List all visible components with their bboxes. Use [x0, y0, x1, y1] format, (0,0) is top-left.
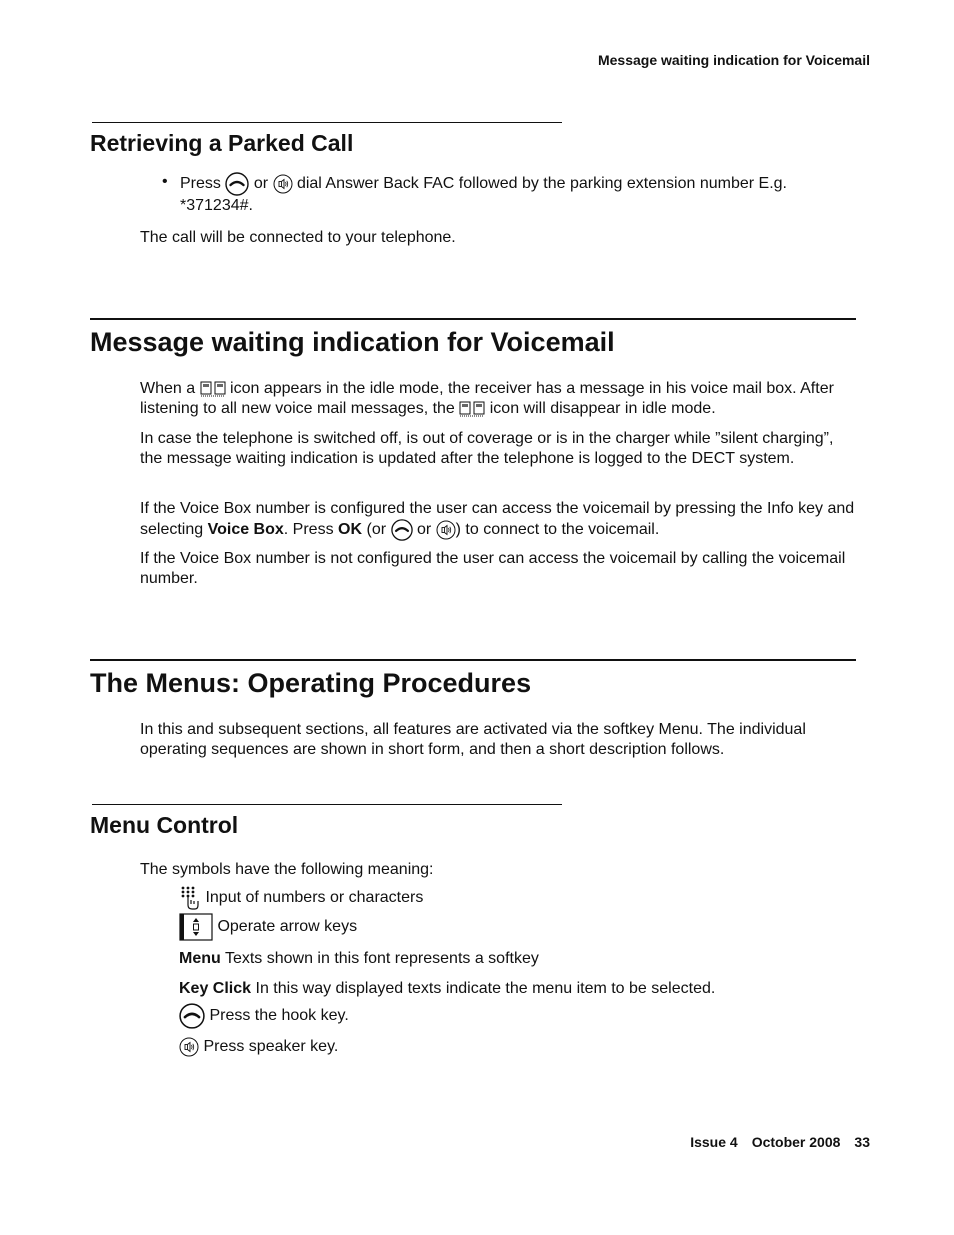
- hook-key-icon: [225, 172, 249, 196]
- parked-call-result: The call will be connected to your telephone.: [140, 229, 456, 246]
- section-rule: [92, 122, 562, 123]
- heading-retrieving-parked-call: Retrieving a Parked Call: [90, 130, 354, 156]
- section-rule: [92, 804, 562, 805]
- softkey-ok: OK: [338, 521, 363, 539]
- symbol-row-speaker-key: [179, 1037, 338, 1057]
- bullet-instruction-text: dial Answer Back FAC followed by the parking extension number E.g. *371234#.: [180, 175, 787, 214]
- section-rule: [90, 318, 856, 320]
- p3-text-c: (or: [366, 521, 387, 539]
- symbol-row-hook-key: [179, 1003, 349, 1029]
- p3-text-a: If the Voice Box number is configured the user can access the voicemail by pressing the Info key and selecting: [140, 500, 855, 539]
- heading-message-waiting: Message waiting indication for Voicemail: [90, 327, 615, 357]
- footer-date: October 2008: [751, 1134, 841, 1150]
- footer-issue: Issue 4: [690, 1134, 738, 1150]
- symbol-row-arrow-keys: [179, 913, 357, 941]
- speaker-key-icon: [179, 1037, 199, 1057]
- voicemail-paragraph-1: [140, 379, 860, 419]
- running-header: Message waiting indication for Voicemail: [597, 52, 870, 68]
- p1-text-b: icon appears in the idle mode, the receiver has a message in his voice mail box. After listening to all new voice mail messages, the: [140, 380, 834, 417]
- section-rule: [90, 659, 856, 661]
- heading-menu-control: Menu Control: [90, 812, 239, 838]
- p3-text-b: . Press: [283, 521, 334, 539]
- bullet-or-text: or: [253, 175, 269, 193]
- speaker-key-icon: [436, 520, 456, 540]
- symbol-row-key-click: [179, 979, 715, 999]
- bullet-press-text: Press: [180, 175, 221, 193]
- arrow-keys-icon: [179, 913, 213, 941]
- voicemail-paragraph-4: If the Voice Box number is not configured the user can access the voicemail by calling the voicemail number.: [140, 550, 846, 587]
- softkey-menu-label: Menu: [179, 950, 221, 967]
- symbol-row-keypad: [179, 885, 423, 911]
- keypad-icon: [179, 885, 201, 911]
- menu-control-intro: The symbols have the following meaning:: [140, 861, 434, 878]
- hook-key-icon: [179, 1003, 205, 1029]
- voicemail-icon: [200, 380, 226, 398]
- symbol-speaker-key-text: Press speaker key.: [203, 1038, 339, 1056]
- symbol-hook-key-text: Press the hook key.: [209, 1007, 349, 1025]
- softkey-voice-box: Voice Box: [207, 521, 284, 539]
- menus-paragraph: In this and subsequent sections, all features are activated via the softkey Menu. The individual operating sequences are shown in short form, and then a short description follows.: [140, 721, 806, 758]
- symbol-arrow-keys-text: Operate arrow keys: [217, 918, 358, 936]
- bullet-dot: •: [162, 173, 168, 190]
- p3-text-d: ) to connect to the voicemail.: [455, 521, 660, 539]
- p1-text-c: icon will disappear in idle mode.: [489, 400, 716, 417]
- page-number: 33: [854, 1134, 870, 1150]
- voicemail-icon: [459, 400, 485, 418]
- symbol-row-menu: [179, 949, 539, 969]
- menu-item-key-click-label: Key Click: [179, 980, 252, 997]
- symbol-key-click-text: In this way displayed texts indicate the menu item to be selected.: [255, 980, 716, 997]
- hook-key-icon: [391, 519, 413, 541]
- voicemail-paragraph-2: In case the telephone is switched off, is out of coverage or is in the charger while ”silent charging”, the message waiting indication is updated after the telephone is logged to the DECT system.: [140, 430, 834, 467]
- page-footer: [690, 1134, 870, 1150]
- p1-text-a: When a: [140, 380, 196, 397]
- symbol-menu-text: Texts shown in this font represents a softkey: [224, 950, 539, 967]
- voicemail-paragraph-3: [140, 499, 860, 541]
- symbol-keypad-text: Input of numbers or characters: [205, 889, 424, 907]
- speaker-key-icon: [273, 174, 293, 194]
- heading-menus-operating-procedures: The Menus: Operating Procedures: [90, 668, 532, 698]
- p3-or-text: or: [416, 521, 432, 539]
